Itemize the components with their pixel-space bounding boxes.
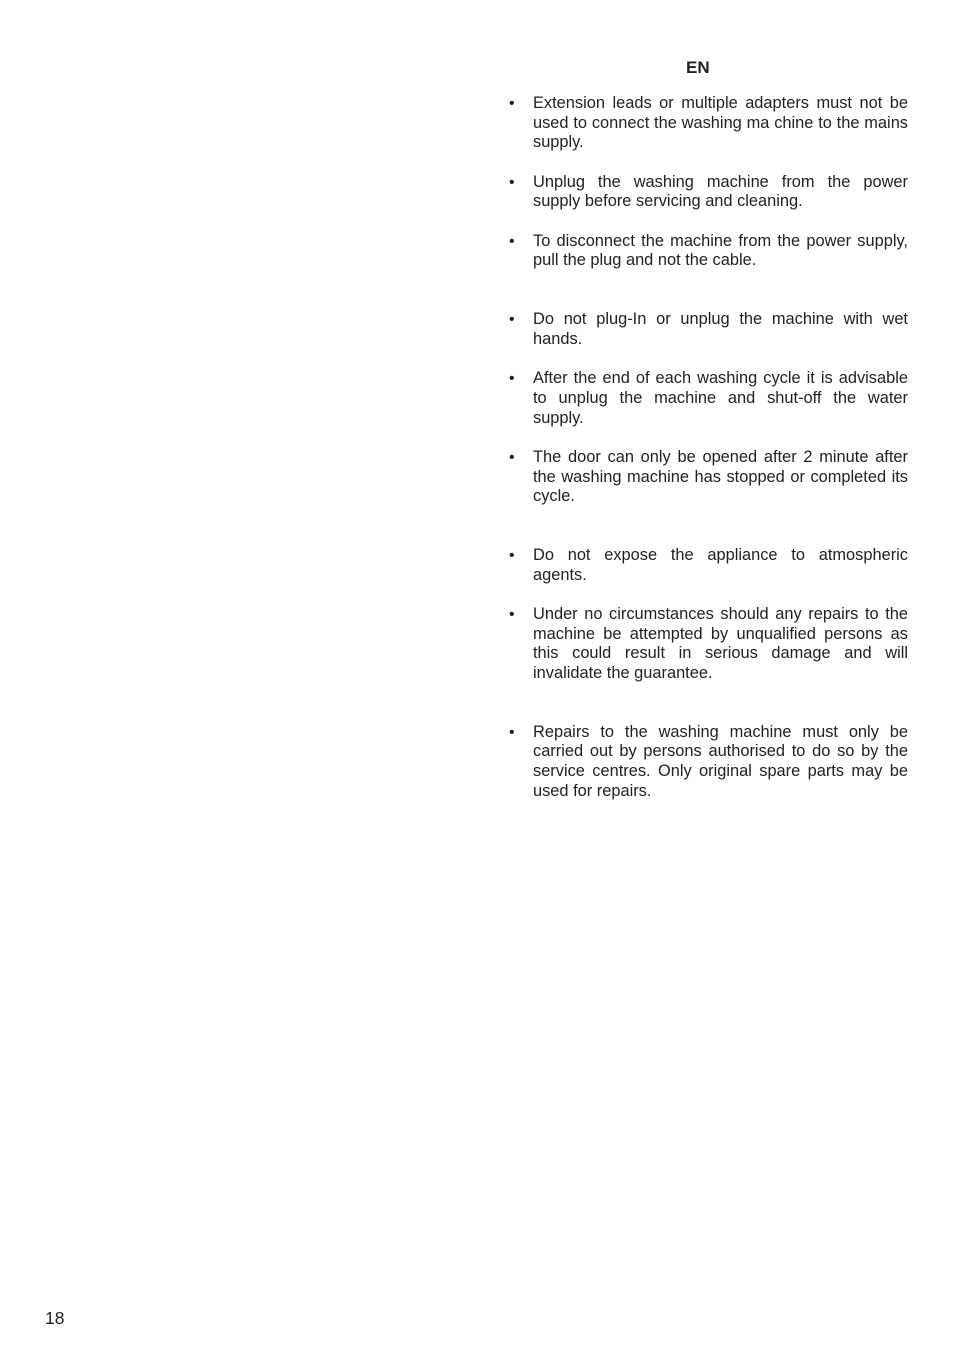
list-item — [507, 94, 908, 153]
bullet-icon: • — [509, 95, 515, 112]
list-item — [507, 310, 908, 349]
list-item-text: The door can only be opened after 2 minute after the washing machine has stopped or completed its cycle. — [533, 447, 908, 506]
page-number: 18 — [45, 1308, 65, 1328]
list-item — [507, 448, 908, 507]
list-item-text: Under no circumstances should any repairs to the machine be attempted by unqualified persons as this could result in serious damage and will invalidate the guarantee. — [533, 604, 908, 683]
bullet-icon: • — [509, 605, 515, 623]
list-item — [507, 546, 908, 585]
list-item-text: Repairs to the washing machine must only be carried out by persons authorised to do so by the service centres. Only original spare parts may be used for repairs. — [533, 722, 908, 800]
list-item-text: Unplug the washing machine from the power supply before servicing and cleaning. — [533, 172, 908, 211]
list-item — [507, 173, 908, 212]
list-item — [507, 232, 908, 271]
list-item-text: To disconnect the machine from the power supply, pull the plug and not the cable. — [533, 231, 908, 270]
list-item — [507, 723, 908, 802]
bullet-icon: • — [509, 232, 515, 250]
bullet-icon: • — [509, 723, 515, 741]
list-item — [507, 605, 908, 684]
list-item — [507, 369, 908, 428]
bullet-icon: • — [509, 173, 515, 191]
list-item-text: Do not plug-In or unplug the machine with wet hands. — [533, 310, 908, 348]
bullet-icon: • — [509, 370, 515, 388]
list-item-text: Do not expose the appliance to atmospheric agents. — [533, 545, 908, 584]
bullet-icon: • — [509, 448, 515, 466]
list-item-text: After the end of each washing cycle it is advisable to unplug the machine and shut-off the water supply. — [533, 369, 908, 427]
language-label: EN — [686, 58, 710, 77]
bullet-icon: • — [509, 546, 515, 564]
list-item-text: Extension leads or multiple adapters must not be used to connect the washing ma chine to the mains supply. — [533, 94, 908, 152]
safety-instructions-list — [507, 94, 908, 802]
bullet-icon: • — [509, 311, 515, 329]
